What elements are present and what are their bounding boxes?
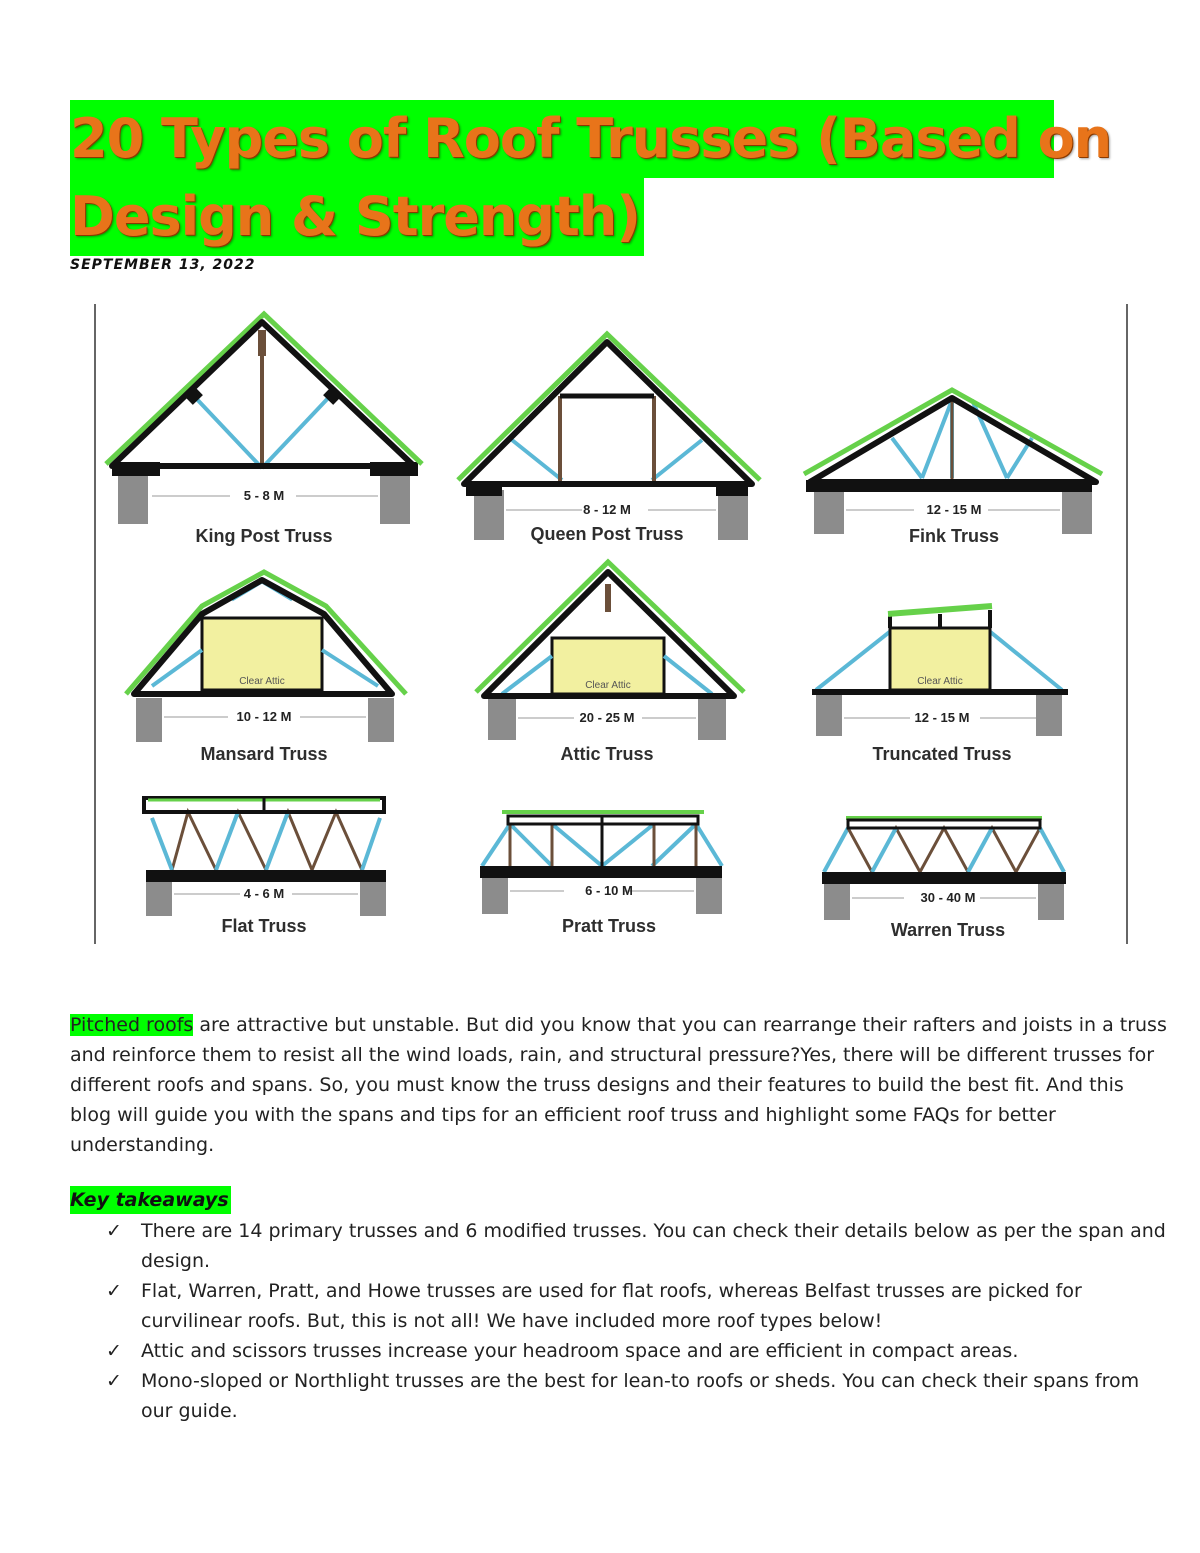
takeaway-item [70,1216,1170,1276]
takeaway-item [70,1336,1170,1366]
publish-date: SEPTEMBER 13, 2022 [70,257,256,273]
truss-caption: Mansard Truss [200,744,328,764]
pratt-truss-drawing [480,812,722,914]
checkmark-icon: ✓ [106,1340,122,1362]
key-takeaways-heading: Key takeaways [70,1186,231,1214]
truss-caption: Pratt Truss [561,916,657,936]
pitched-roofs-link[interactable]: Pitched roofs [70,1014,194,1036]
takeaway-item [70,1366,1170,1426]
truss-caption: Truncated Truss [872,744,1012,764]
truss-caption: Fink Truss [908,526,1000,546]
attic-label: Clear Attic [585,680,631,691]
checkmark-icon: ✓ [106,1280,122,1302]
truss-caption: King Post Truss [195,526,333,546]
intro-text: are attractive but unstable. But did you know that you can rearrange their rafters and joists in a truss and reinforce them to resist all the wind loads, rain, and structural pressure?Yes, there will be different trusses for different roofs and spans. So, you must know the truss designs and their features to build the best fit. And this blog will guide you with the spans and tips for an efficient roof truss and highlight some FAQs for better understanding. [70,1014,1167,1156]
checkmark-icon: ✓ [106,1370,122,1392]
truss-diagram [92,300,1132,948]
span-label: 8 - 12 M [583,502,631,517]
attic-label: Clear Attic [917,676,963,687]
truss-caption: Flat Truss [221,916,307,936]
takeaway-text: Flat, Warren, Pratt, and Howe trusses are used for flat roofs, whereas Belfast trusses are picked for curvilinear roofs. But, this is not all! We have included more roof types below! [141,1280,1082,1332]
takeaway-text: Attic and scissors trusses increase your headroom space and are efficient in compact areas. [141,1340,1019,1362]
span-label: 30 - 40 M [920,890,976,905]
truss-caption: Queen Post Truss [530,524,684,544]
intro-paragraph [70,1010,1170,1160]
takeaway-text: Mono-sloped or Northlight trusses are the best for lean-to roofs or sheds. You can check their spans from our guide. [141,1370,1140,1422]
key-takeaways-list [70,1216,1170,1426]
span-label: 12 - 15 M [914,710,970,725]
title-line-1: 20 Types of Roof Trusses (Based on [70,100,1054,178]
span-label: 6 - 10 M [585,883,633,898]
article-title [70,100,1112,256]
span-label: 20 - 25 M [579,710,635,725]
checkmark-icon: ✓ [106,1220,122,1242]
span-label: 10 - 12 M [236,709,292,724]
span-label: 12 - 15 M [926,502,982,517]
truss-types-figure [92,300,1132,948]
truss-caption: Attic Truss [560,744,654,764]
takeaway-item [70,1276,1170,1336]
truss-caption: Warren Truss [890,920,1006,940]
title-line-2: Design & Strength) [70,178,644,256]
attic-label: Clear Attic [239,676,285,687]
span-label: 5 - 8 M [243,488,285,503]
span-label: 4 - 6 M [243,886,285,901]
takeaway-text: There are 14 primary trusses and 6 modified trusses. You can check their details below as per the span and design. [141,1220,1166,1272]
